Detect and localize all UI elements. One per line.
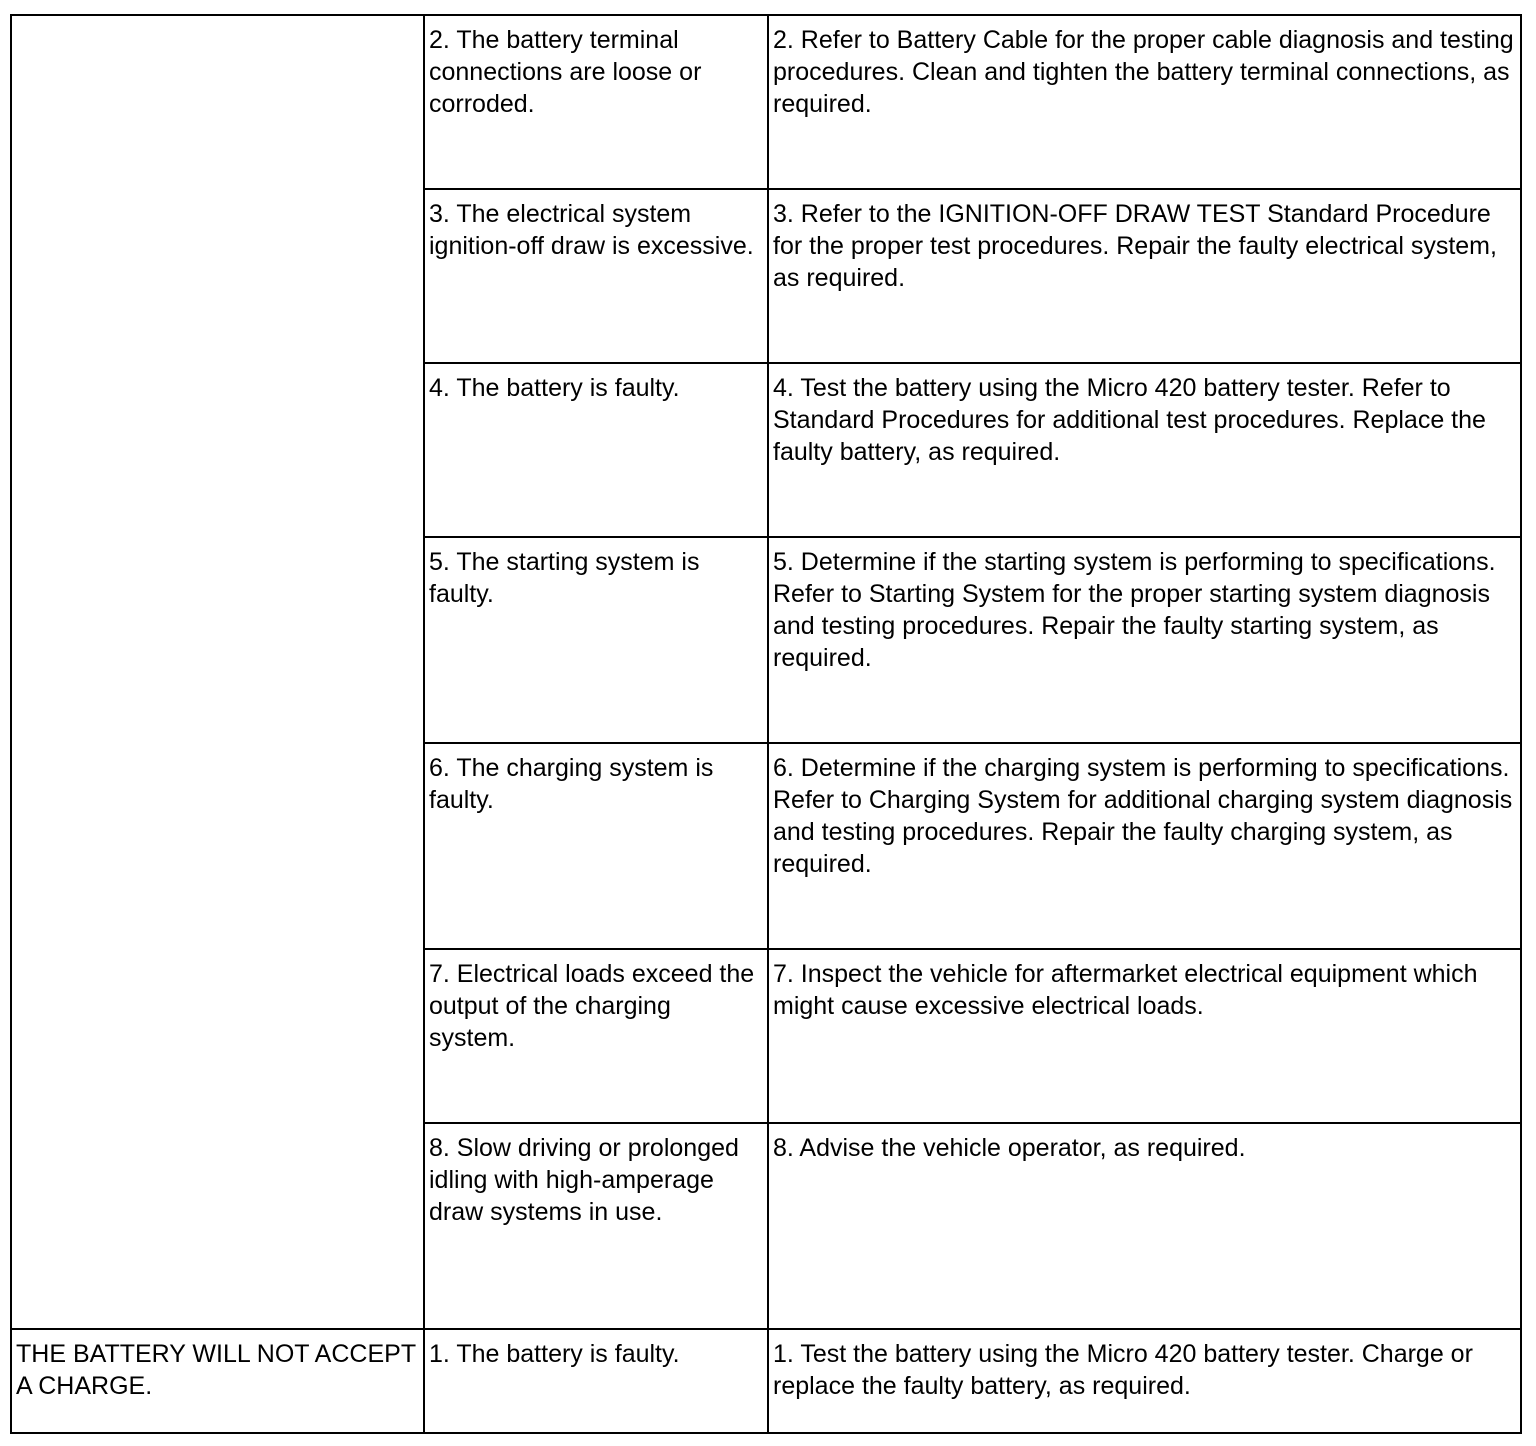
cause-cell: 2. The battery terminal connections are loose or corroded. — [424, 15, 768, 189]
condition-cell: THE BATTERY WILL NOT ACCEPT A CHARGE. — [11, 1329, 424, 1433]
correction-cell: 1. Test the battery using the Micro 420 battery tester. Charge or replace the faulty battery, as required. — [768, 1329, 1521, 1433]
cause-cell: 6. The charging system is faulty. — [424, 743, 768, 949]
cause-cell: 3. The electrical system ignition-off draw is excessive. — [424, 189, 768, 363]
cause-cell: 5. The starting system is faulty. — [424, 537, 768, 743]
diagnosis-table — [10, 14, 1522, 1434]
table-row — [11, 1329, 1521, 1433]
cause-cell: 7. Electrical loads exceed the output of the charging system. — [424, 949, 768, 1123]
cause-cell: 4. The battery is faulty. — [424, 363, 768, 537]
correction-cell: 6. Determine if the charging system is performing to specifications. Refer to Charging System for additional charging system diagnosis and testing procedures. Repair the faulty charging system, as required. — [768, 743, 1521, 949]
correction-cell: 2. Refer to Battery Cable for the proper cable diagnosis and testing procedures. Clean and tighten the battery terminal connections, as required. — [768, 15, 1521, 189]
correction-cell: 8. Advise the vehicle operator, as required. — [768, 1123, 1521, 1329]
correction-cell: 4. Test the battery using the Micro 420 battery tester. Refer to Standard Procedures for additional test procedures. Replace the faulty battery, as required. — [768, 363, 1521, 537]
diagnosis-table-container — [10, 14, 1520, 1434]
correction-cell: 3. Refer to the IGNITION-OFF DRAW TEST Standard Procedure for the proper test procedures. Repair the faulty electrical system, as required. — [768, 189, 1521, 363]
cause-cell: 1. The battery is faulty. — [424, 1329, 768, 1433]
correction-cell: 7. Inspect the vehicle for aftermarket electrical equipment which might cause excessive electrical loads. — [768, 949, 1521, 1123]
condition-cell — [11, 15, 424, 1329]
cause-cell: 8. Slow driving or prolonged idling with high-amperage draw systems in use. — [424, 1123, 768, 1329]
correction-cell: 5. Determine if the starting system is performing to specifications. Refer to Starting System for the proper starting system diagnosis and testing procedures. Repair the faulty starting system, as required. — [768, 537, 1521, 743]
table-row — [11, 15, 1521, 189]
